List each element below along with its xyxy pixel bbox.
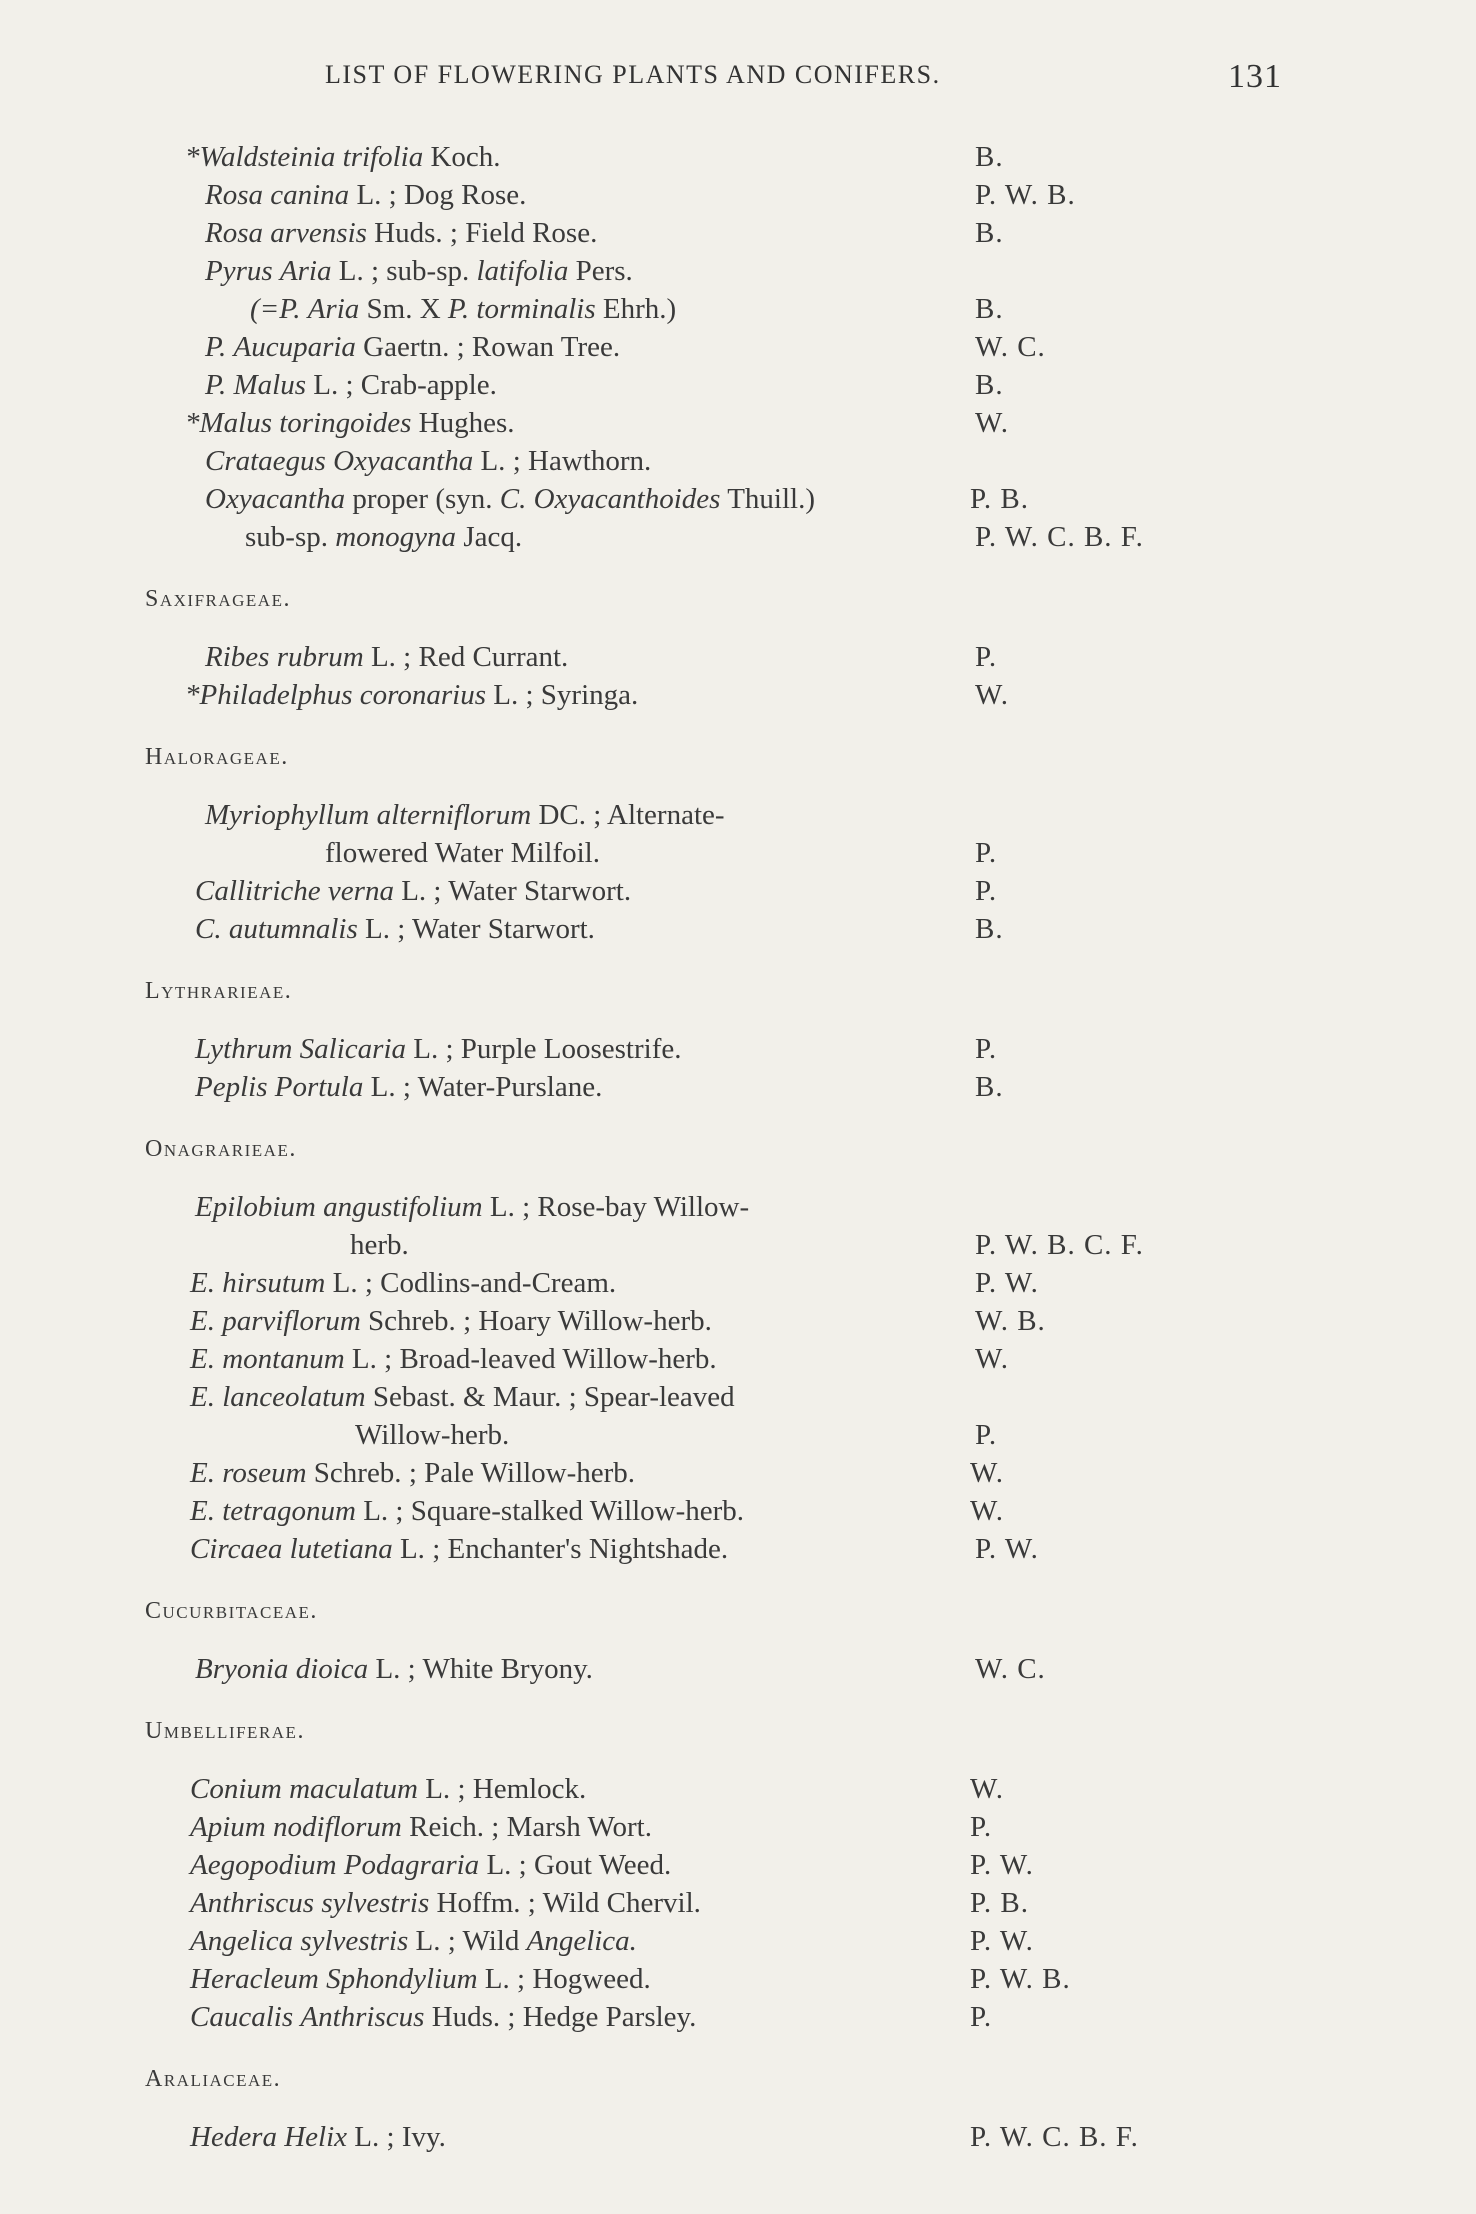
- species-entry: Willow-herb.: [355, 1419, 510, 1451]
- family-heading: Umbelliferae.: [145, 1718, 305, 1744]
- page-number: 131: [1228, 58, 1282, 95]
- species-entry: *Malus toringoides Hughes.: [185, 407, 515, 439]
- species-entry: Lythrum Salicaria L. ; Purple Loosestrife.: [195, 1033, 682, 1065]
- species-entry: P. Aucuparia Gaertn. ; Rowan Tree.: [205, 331, 621, 363]
- species-entry: (=P. Aria Sm. X P. torminalis Ehrh.): [250, 293, 677, 325]
- locality-codes: P. B.: [970, 1887, 1030, 1919]
- locality-codes: P. W. B.: [975, 179, 1076, 211]
- species-entry: Angelica sylvestris L. ; Wild Angelica.: [190, 1925, 637, 1957]
- species-entry: Myriophyllum alterniflorum DC. ; Alternate-: [205, 799, 725, 831]
- locality-codes: B.: [975, 913, 1004, 945]
- locality-codes: B.: [975, 217, 1004, 249]
- species-entry: E. parviflorum Schreb. ; Hoary Willow-herb.: [190, 1305, 712, 1337]
- family-heading: Halorageae.: [145, 744, 289, 770]
- species-entry: Callitriche verna L. ; Water Starwort.: [195, 875, 632, 907]
- species-entry: Pyrus Aria L. ; sub-sp. latifolia Pers.: [205, 255, 633, 287]
- locality-codes: P. W. C. B. F.: [975, 521, 1144, 553]
- locality-codes: B.: [975, 293, 1004, 325]
- species-entry: Circaea lutetiana L. ; Enchanter's Nightshade.: [190, 1533, 729, 1565]
- species-entry: Hedera Helix L. ; Ivy.: [190, 2121, 446, 2153]
- species-entry: E. roseum Schreb. ; Pale Willow-herb.: [190, 1457, 636, 1489]
- locality-codes: P. W.: [975, 1267, 1039, 1299]
- locality-codes: P.: [975, 1419, 998, 1451]
- species-entry: E. tetragonum L. ; Square-stalked Willow-herb.: [190, 1495, 745, 1527]
- locality-codes: W.: [970, 1773, 1004, 1805]
- locality-codes: P. W.: [975, 1533, 1039, 1565]
- locality-codes: P.: [975, 837, 998, 869]
- species-entry: Peplis Portula L. ; Water-Purslane.: [195, 1071, 603, 1103]
- locality-codes: P.: [975, 875, 998, 907]
- species-entry: Aegopodium Podagraria L. ; Gout Weed.: [190, 1849, 672, 1881]
- species-entry: Rosa arvensis Huds. ; Field Rose.: [205, 217, 598, 249]
- species-entry: sub-sp. monogyna Jacq.: [245, 521, 523, 553]
- species-entry: E. montanum L. ; Broad-leaved Willow-herb.: [190, 1343, 717, 1375]
- species-entry: C. autumnalis L. ; Water Starwort.: [195, 913, 595, 945]
- locality-codes: W.: [975, 407, 1009, 439]
- species-entry: Apium nodiflorum Reich. ; Marsh Wort.: [190, 1811, 652, 1843]
- locality-codes: P. W. B.: [970, 1963, 1071, 1995]
- species-entry: flowered Water Milfoil.: [325, 837, 600, 869]
- species-entry: Epilobium angustifolium L. ; Rose-bay Willow-: [195, 1191, 750, 1223]
- locality-codes: W. C.: [975, 1653, 1046, 1685]
- locality-codes: W.: [975, 1343, 1009, 1375]
- species-entry: P. Malus L. ; Crab-apple.: [205, 369, 497, 401]
- locality-codes: P. W.: [970, 1849, 1034, 1881]
- species-entry: Caucalis Anthriscus Huds. ; Hedge Parsley.: [190, 2001, 697, 2033]
- locality-codes: P.: [970, 1811, 993, 1843]
- family-heading: Onagrarieae.: [145, 1136, 297, 1162]
- species-entry: *Waldsteinia trifolia Koch.: [185, 141, 501, 173]
- locality-codes: P. W. B. C. F.: [975, 1229, 1144, 1261]
- species-entry: Heracleum Sphondylium L. ; Hogweed.: [190, 1963, 651, 1995]
- locality-codes: W. B.: [975, 1305, 1046, 1337]
- species-entry: herb.: [350, 1229, 409, 1261]
- species-entry: Bryonia dioica L. ; White Bryony.: [195, 1653, 593, 1685]
- locality-codes: P.: [975, 641, 998, 673]
- locality-codes: W.: [970, 1457, 1004, 1489]
- species-entry: E. hirsutum L. ; Codlins-and-Cream.: [190, 1267, 617, 1299]
- species-entry: *Philadelphus coronarius L. ; Syringa.: [185, 679, 639, 711]
- locality-codes: P. W. C. B. F.: [970, 2121, 1139, 2153]
- locality-codes: B.: [975, 369, 1004, 401]
- locality-codes: B.: [975, 1071, 1004, 1103]
- species-entry: E. lanceolatum Sebast. & Maur. ; Spear-leaved: [190, 1381, 735, 1413]
- family-heading: Lythrarieae.: [145, 978, 293, 1004]
- locality-codes: W. C.: [975, 331, 1046, 363]
- species-entry: Crataegus Oxyacantha L. ; Hawthorn.: [205, 445, 652, 477]
- locality-codes: W.: [970, 1495, 1004, 1527]
- locality-codes: P. W.: [970, 1925, 1034, 1957]
- locality-codes: P. B.: [970, 483, 1030, 515]
- family-heading: Araliaceae.: [145, 2066, 282, 2092]
- species-entry: Ribes rubrum L. ; Red Currant.: [205, 641, 569, 673]
- locality-codes: P.: [970, 2001, 993, 2033]
- species-entry: Oxyacantha proper (syn. C. Oxyacanthoides Thuill.): [205, 483, 815, 515]
- species-entry: Rosa canina L. ; Dog Rose.: [205, 179, 527, 211]
- locality-codes: W.: [975, 679, 1009, 711]
- locality-codes: B.: [975, 141, 1004, 173]
- species-entry: Anthriscus sylvestris Hoffm. ; Wild Chervil.: [190, 1887, 701, 1919]
- locality-codes: P.: [975, 1033, 998, 1065]
- running-header: LIST OF FLOWERING PLANTS AND CONIFERS.: [325, 60, 941, 89]
- family-heading: Cucurbitaceae.: [145, 1598, 318, 1624]
- species-entry: Conium maculatum L. ; Hemlock.: [190, 1773, 587, 1805]
- family-heading: Saxifrageae.: [145, 586, 291, 612]
